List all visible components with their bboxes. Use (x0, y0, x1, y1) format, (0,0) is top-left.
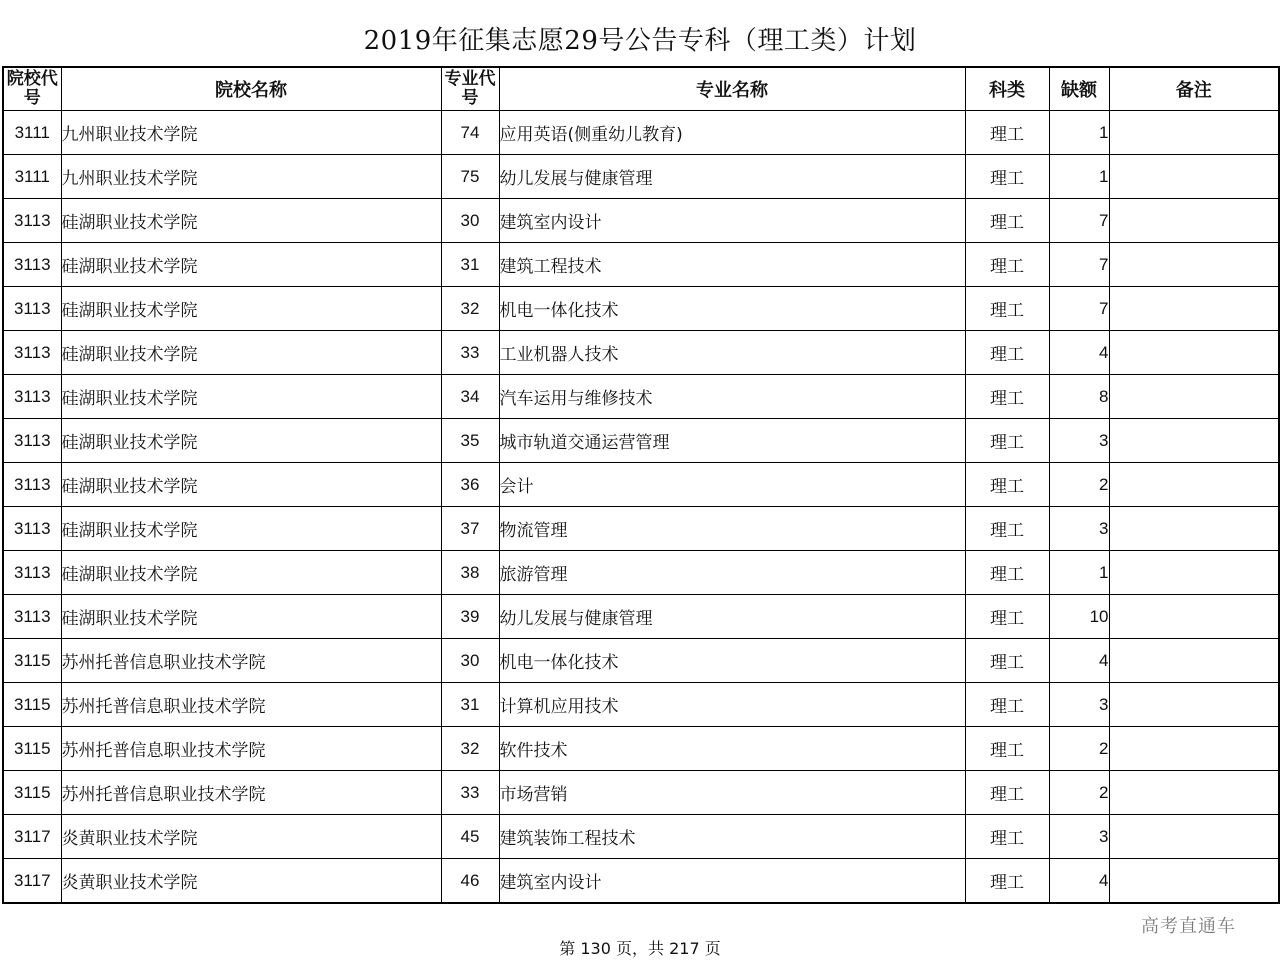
cell-category: 理工 (965, 243, 1049, 287)
cell-school-code: 3113 (3, 199, 61, 243)
cell-category: 理工 (965, 419, 1049, 463)
cell-school-code: 3113 (3, 375, 61, 419)
cell-major-code: 38 (441, 551, 499, 595)
cell-school-name: 硅湖职业技术学院 (61, 595, 441, 639)
cell-major-name: 幼儿发展与健康管理 (499, 595, 965, 639)
table-row (3, 287, 1279, 331)
cell-notes (1109, 859, 1279, 904)
table-row (3, 155, 1279, 199)
cell-vacancies: 4 (1049, 639, 1109, 683)
table-row (3, 551, 1279, 595)
cell-major-name: 物流管理 (499, 507, 965, 551)
cell-vacancies: 3 (1049, 419, 1109, 463)
cell-major-code: 31 (441, 243, 499, 287)
cell-school-code: 3113 (3, 595, 61, 639)
table-row (3, 243, 1279, 287)
cell-vacancies: 7 (1049, 287, 1109, 331)
cell-major-code: 37 (441, 507, 499, 551)
cell-major-code: 31 (441, 683, 499, 727)
cell-category: 理工 (965, 507, 1049, 551)
cell-notes (1109, 243, 1279, 287)
cell-notes (1109, 551, 1279, 595)
cell-major-name: 建筑工程技术 (499, 243, 965, 287)
table-row (3, 111, 1279, 155)
cell-major-name: 建筑室内设计 (499, 199, 965, 243)
cell-major-code: 33 (441, 771, 499, 815)
cell-school-code: 3113 (3, 551, 61, 595)
cell-notes (1109, 375, 1279, 419)
cell-category: 理工 (965, 331, 1049, 375)
cell-category: 理工 (965, 727, 1049, 771)
cell-notes (1109, 683, 1279, 727)
watermark: 高考直通车 (1141, 916, 1236, 937)
cell-notes (1109, 463, 1279, 507)
cell-category: 理工 (965, 639, 1049, 683)
cell-category: 理工 (965, 771, 1049, 815)
cell-school-code: 3115 (3, 639, 61, 683)
cell-category: 理工 (965, 815, 1049, 859)
cell-category: 理工 (965, 595, 1049, 639)
header-vacancies: 缺额 (1049, 67, 1109, 111)
header-major-name: 专业名称 (499, 67, 965, 111)
table-row (3, 331, 1279, 375)
cell-notes (1109, 815, 1279, 859)
cell-major-name: 旅游管理 (499, 551, 965, 595)
cell-school-code: 3115 (3, 683, 61, 727)
cell-vacancies: 2 (1049, 727, 1109, 771)
cell-school-name: 炎黄职业技术学院 (61, 815, 441, 859)
cell-major-code: 30 (441, 199, 499, 243)
cell-notes (1109, 331, 1279, 375)
header-school-name: 院校名称 (61, 67, 441, 111)
cell-school-name: 九州职业技术学院 (61, 155, 441, 199)
table-row (3, 683, 1279, 727)
cell-vacancies: 7 (1049, 199, 1109, 243)
cell-school-name: 硅湖职业技术学院 (61, 331, 441, 375)
cell-category: 理工 (965, 155, 1049, 199)
cell-major-name: 应用英语(侧重幼儿教育) (499, 111, 965, 155)
cell-category: 理工 (965, 859, 1049, 904)
cell-vacancies: 4 (1049, 331, 1109, 375)
cell-school-code: 3115 (3, 727, 61, 771)
table-row (3, 815, 1279, 859)
cell-vacancies: 3 (1049, 507, 1109, 551)
cell-major-code: 39 (441, 595, 499, 639)
cell-school-code: 3113 (3, 287, 61, 331)
table-row (3, 199, 1279, 243)
cell-notes (1109, 199, 1279, 243)
cell-notes (1109, 727, 1279, 771)
cell-school-code: 3113 (3, 463, 61, 507)
cell-vacancies: 3 (1049, 683, 1109, 727)
table-row (3, 375, 1279, 419)
cell-vacancies: 4 (1049, 859, 1109, 904)
cell-major-name: 机电一体化技术 (499, 287, 965, 331)
cell-vacancies: 8 (1049, 375, 1109, 419)
header-school-code: 院校代号 (3, 67, 61, 111)
cell-major-code: 36 (441, 463, 499, 507)
cell-notes (1109, 507, 1279, 551)
cell-school-name: 硅湖职业技术学院 (61, 375, 441, 419)
cell-major-name: 城市轨道交通运营管理 (499, 419, 965, 463)
cell-school-code: 3113 (3, 243, 61, 287)
cell-major-code: 35 (441, 419, 499, 463)
cell-category: 理工 (965, 287, 1049, 331)
cell-vacancies: 2 (1049, 771, 1109, 815)
cell-school-code: 3115 (3, 771, 61, 815)
table-row (3, 507, 1279, 551)
cell-school-name: 苏州托普信息职业技术学院 (61, 771, 441, 815)
cell-school-name: 硅湖职业技术学院 (61, 463, 441, 507)
cell-notes (1109, 771, 1279, 815)
cell-vacancies: 1 (1049, 111, 1109, 155)
cell-notes (1109, 639, 1279, 683)
cell-major-code: 75 (441, 155, 499, 199)
cell-major-name: 市场营销 (499, 771, 965, 815)
cell-major-name: 建筑室内设计 (499, 859, 965, 904)
cell-school-code: 3113 (3, 507, 61, 551)
cell-vacancies: 7 (1049, 243, 1109, 287)
cell-notes (1109, 155, 1279, 199)
cell-school-name: 硅湖职业技术学院 (61, 551, 441, 595)
cell-major-code: 46 (441, 859, 499, 904)
table-body (3, 111, 1279, 904)
cell-notes (1109, 419, 1279, 463)
header-notes: 备注 (1109, 67, 1279, 111)
table-row (3, 463, 1279, 507)
cell-major-name: 机电一体化技术 (499, 639, 965, 683)
cell-school-code: 3117 (3, 815, 61, 859)
cell-vacancies: 1 (1049, 551, 1109, 595)
cell-category: 理工 (965, 683, 1049, 727)
cell-school-name: 硅湖职业技术学院 (61, 419, 441, 463)
cell-school-code: 3117 (3, 859, 61, 904)
cell-school-code: 3111 (3, 155, 61, 199)
cell-school-name: 硅湖职业技术学院 (61, 287, 441, 331)
cell-major-code: 34 (441, 375, 499, 419)
cell-school-code: 3113 (3, 419, 61, 463)
cell-vacancies: 3 (1049, 815, 1109, 859)
table-row (3, 595, 1279, 639)
cell-notes (1109, 111, 1279, 155)
cell-school-name: 硅湖职业技术学院 (61, 199, 441, 243)
cell-school-code: 3113 (3, 331, 61, 375)
cell-major-name: 建筑装饰工程技术 (499, 815, 965, 859)
cell-major-code: 30 (441, 639, 499, 683)
table-row (3, 727, 1279, 771)
cell-major-name: 会计 (499, 463, 965, 507)
cell-major-code: 32 (441, 287, 499, 331)
cell-major-name: 幼儿发展与健康管理 (499, 155, 965, 199)
cell-school-name: 硅湖职业技术学院 (61, 507, 441, 551)
cell-major-name: 汽车运用与维修技术 (499, 375, 965, 419)
table-row (3, 639, 1279, 683)
table-header-row (3, 67, 1279, 111)
cell-major-code: 45 (441, 815, 499, 859)
cell-school-name: 硅湖职业技术学院 (61, 243, 441, 287)
cell-school-name: 苏州托普信息职业技术学院 (61, 639, 441, 683)
cell-category: 理工 (965, 111, 1049, 155)
cell-notes (1109, 595, 1279, 639)
page-title: 2019年征集志愿29号公告专科（理工类）计划 (363, 26, 917, 57)
cell-major-name: 软件技术 (499, 727, 965, 771)
page-footer: 第 130 页，共 217 页 (559, 939, 721, 958)
cell-school-code: 3111 (3, 111, 61, 155)
cell-school-name: 九州职业技术学院 (61, 111, 441, 155)
enrollment-plan-table (2, 66, 1280, 904)
cell-category: 理工 (965, 551, 1049, 595)
cell-major-name: 计算机应用技术 (499, 683, 965, 727)
cell-category: 理工 (965, 199, 1049, 243)
cell-school-name: 苏州托普信息职业技术学院 (61, 683, 441, 727)
cell-major-code: 74 (441, 111, 499, 155)
cell-major-code: 33 (441, 331, 499, 375)
cell-vacancies: 2 (1049, 463, 1109, 507)
cell-school-name: 炎黄职业技术学院 (61, 859, 441, 904)
header-major-code: 专业代号 (441, 67, 499, 111)
table-row (3, 859, 1279, 904)
table-header (3, 67, 1279, 111)
cell-major-name: 工业机器人技术 (499, 331, 965, 375)
cell-category: 理工 (965, 463, 1049, 507)
cell-category: 理工 (965, 375, 1049, 419)
cell-vacancies: 10 (1049, 595, 1109, 639)
cell-vacancies: 1 (1049, 155, 1109, 199)
cell-major-code: 32 (441, 727, 499, 771)
cell-school-name: 苏州托普信息职业技术学院 (61, 727, 441, 771)
table-row (3, 419, 1279, 463)
header-category: 科类 (965, 67, 1049, 111)
cell-notes (1109, 287, 1279, 331)
table-row (3, 771, 1279, 815)
